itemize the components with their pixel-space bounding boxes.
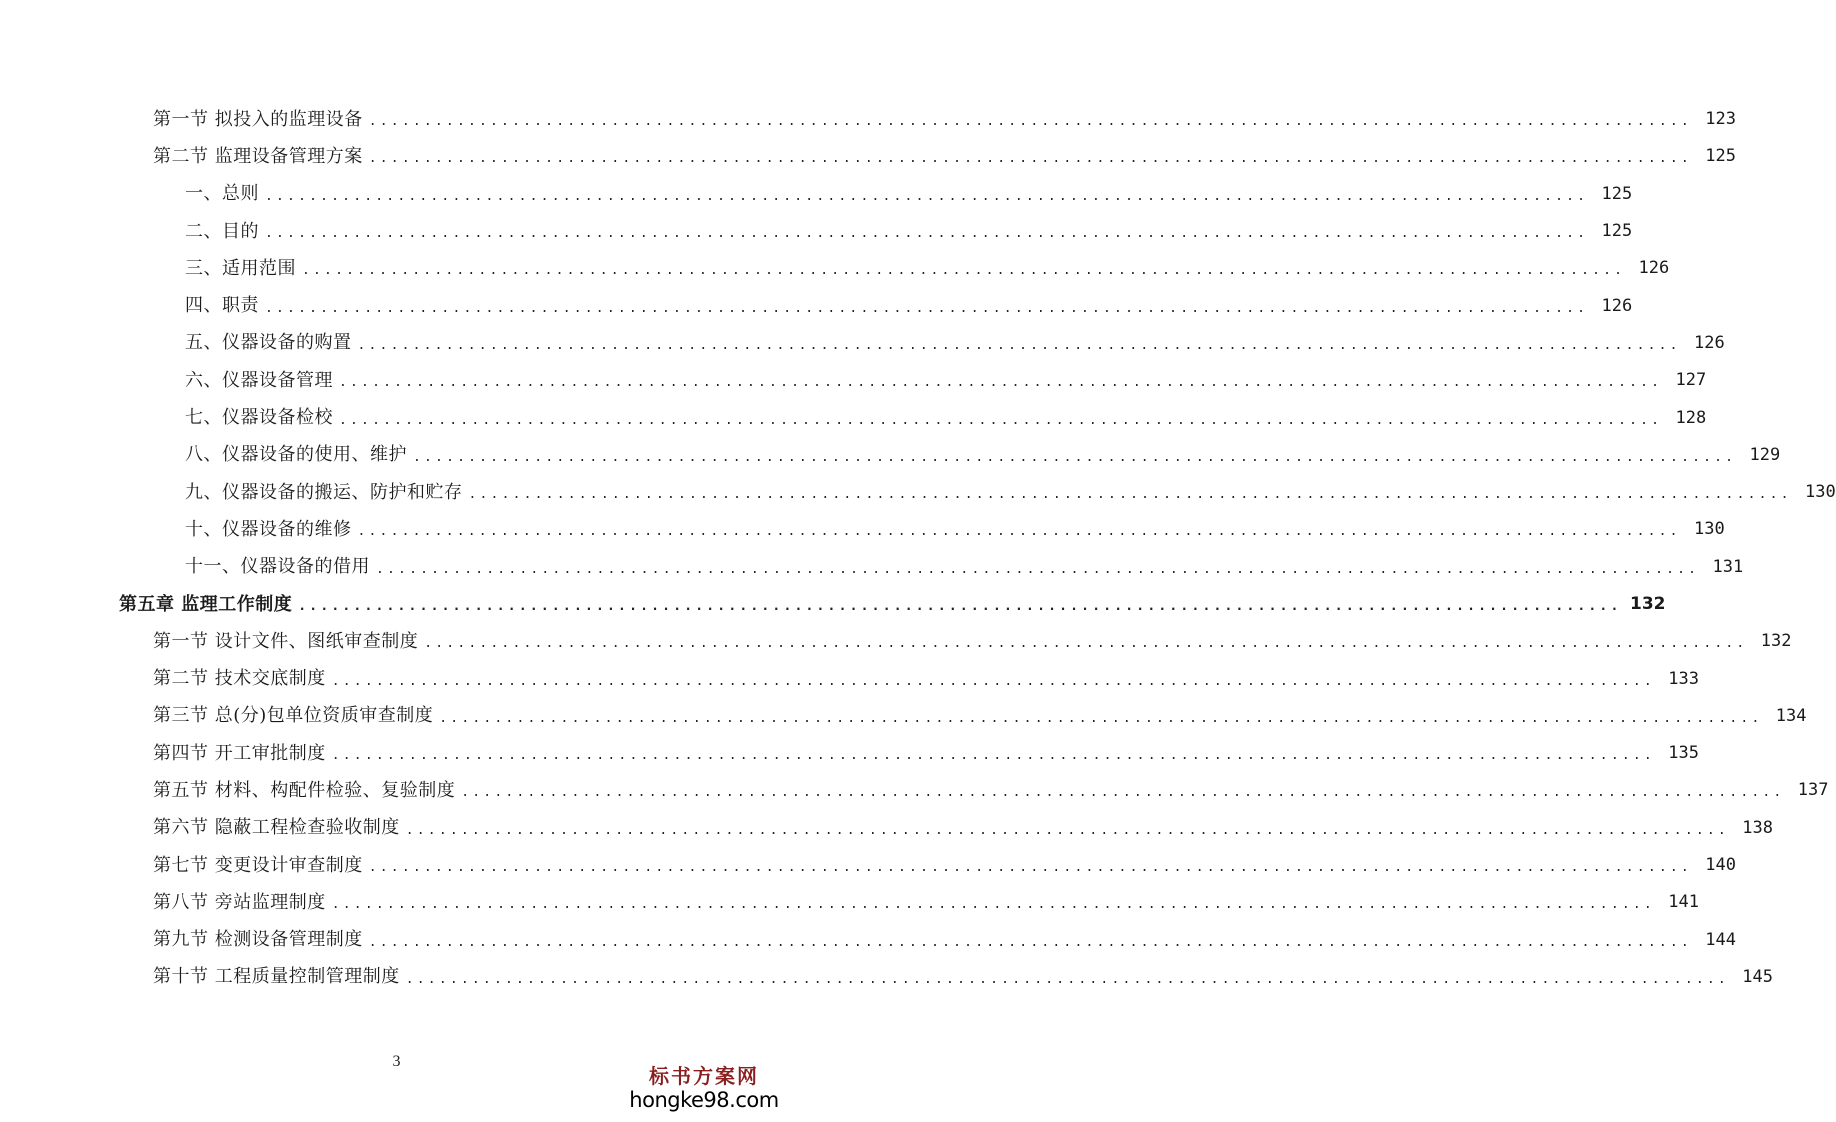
toc-dot-leader: ........................................................................................................................ bbox=[298, 599, 1622, 614]
toc-entry-title: 五、仪器设备的购置 bbox=[185, 332, 352, 354]
watermark-site-name: 标书方案网 bbox=[649, 1064, 759, 1088]
toc-dot-leader: ........................................................................................................................ bbox=[424, 636, 1748, 652]
toc-entry-title: 第六节 隐蔽工程检查验收制度 bbox=[153, 817, 400, 839]
toc-dot-leader: ........................................................................................................................ bbox=[368, 114, 1692, 130]
toc-entry-page: 130 bbox=[1804, 482, 1836, 503]
toc-chapter-entry[interactable] bbox=[0, 586, 1666, 623]
toc-entry-title: 十、仪器设备的维修 bbox=[185, 518, 352, 540]
toc-entry[interactable] bbox=[0, 101, 1736, 138]
toc-entry-page: 141 bbox=[1668, 892, 1699, 913]
toc-entry-page: 138 bbox=[1742, 817, 1773, 838]
toc-entry-title: 第三节 总(分)包单位资质审查制度 bbox=[153, 705, 434, 727]
toc-entry-page: 144 bbox=[1705, 929, 1736, 950]
toc-entry-title: 八、仪器设备的使用、维护 bbox=[185, 444, 407, 466]
toc-dot-leader: ........................................................................................................................ bbox=[357, 524, 1681, 540]
toc-entry[interactable] bbox=[0, 735, 1699, 772]
toc-entry[interactable] bbox=[0, 959, 1773, 996]
toc-dot-leader: ........................................................................................................................ bbox=[331, 897, 1655, 913]
toc-entry-page: 140 bbox=[1705, 855, 1736, 876]
toc-entry-title: 第五节 材料、构配件检验、复验制度 bbox=[153, 779, 456, 801]
toc-entry-title: 三、适用范围 bbox=[185, 257, 296, 279]
toc-entry[interactable] bbox=[0, 511, 1725, 548]
toc-entry-page: 126 bbox=[1693, 332, 1725, 353]
toc-entry-title: 第一节 设计文件、图纸审查制度 bbox=[153, 630, 419, 652]
toc-entry-title: 一、总则 bbox=[185, 183, 259, 205]
toc-entry[interactable] bbox=[0, 250, 1670, 287]
toc-entry[interactable] bbox=[0, 213, 1633, 250]
toc-dot-leader: ........................................................................................................................ bbox=[461, 785, 1785, 801]
toc-dot-leader: ........................................................................................................................ bbox=[302, 263, 1626, 279]
toc-entry-page: 125 bbox=[1705, 146, 1736, 167]
toc-dot-leader: ........................................................................................................................ bbox=[405, 822, 1729, 838]
toc-entry[interactable] bbox=[0, 884, 1699, 921]
toc-entry-title: 七、仪器设备检校 bbox=[185, 407, 333, 429]
toc-dot-leader: ........................................................................................................................ bbox=[405, 971, 1729, 987]
toc-entry[interactable] bbox=[0, 399, 1707, 436]
toc-dot-leader: ........................................................................................................................ bbox=[413, 449, 1737, 465]
toc-dot-leader: ........................................................................................................................ bbox=[368, 860, 1692, 876]
toc-entry-page: 128 bbox=[1675, 407, 1707, 428]
toc-entry-title: 九、仪器设备的搬运、防护和贮存 bbox=[185, 481, 463, 503]
toc-entry-title: 十一、仪器设备的借用 bbox=[185, 556, 370, 578]
toc-entry-page: 137 bbox=[1797, 780, 1829, 801]
toc-entry[interactable] bbox=[0, 623, 1792, 660]
toc-dot-leader: ........................................................................................................................ bbox=[331, 673, 1655, 689]
toc-dot-leader: ........................................................................................................................ bbox=[331, 748, 1655, 764]
table-of-contents bbox=[0, 101, 1836, 996]
toc-entry-title: 第九节 检测设备管理制度 bbox=[153, 929, 363, 951]
toc-entry-page: 134 bbox=[1775, 705, 1807, 726]
toc-entry[interactable] bbox=[0, 810, 1773, 847]
toc-entry-title: 四、职责 bbox=[185, 295, 259, 317]
toc-entry-page: 132 bbox=[1629, 594, 1666, 614]
toc-dot-leader: ........................................................................................................................ bbox=[439, 710, 1763, 726]
toc-entry-page: 130 bbox=[1693, 519, 1725, 540]
toc-dot-leader: ........................................................................................................................ bbox=[265, 226, 1589, 242]
toc-entry-page: 133 bbox=[1668, 668, 1699, 689]
toc-entry[interactable] bbox=[0, 287, 1633, 324]
toc-entry-page: 132 bbox=[1760, 631, 1792, 652]
toc-dot-leader: ........................................................................................................................ bbox=[265, 300, 1589, 316]
toc-entry-page: 126 bbox=[1601, 295, 1633, 316]
toc-dot-leader: ........................................................................................................................ bbox=[376, 561, 1700, 577]
toc-dot-leader: ........................................................................................................................ bbox=[265, 188, 1589, 204]
toc-dot-leader: ........................................................................................................................ bbox=[357, 337, 1681, 353]
toc-entry-title: 第四节 开工审批制度 bbox=[153, 742, 326, 764]
toc-entry-title: 第一节 拟投入的监理设备 bbox=[153, 108, 363, 130]
toc-entry-title: 第八节 旁站监理制度 bbox=[153, 891, 326, 913]
toc-entry[interactable] bbox=[0, 362, 1707, 399]
toc-dot-leader: ........................................................................................................................ bbox=[339, 375, 1663, 391]
toc-entry-title: 第十节 工程质量控制管理制度 bbox=[153, 966, 400, 988]
toc-dot-leader: ........................................................................................................................ bbox=[368, 151, 1692, 167]
toc-entry-page: 125 bbox=[1601, 221, 1633, 242]
toc-entry-page: 135 bbox=[1668, 743, 1699, 764]
toc-entry-title: 第二节 监理设备管理方案 bbox=[153, 145, 363, 167]
toc-entry[interactable] bbox=[0, 325, 1725, 362]
watermark-url: hongke98.com bbox=[629, 1088, 779, 1112]
toc-entry[interactable] bbox=[0, 437, 1781, 474]
toc-dot-leader: ........................................................................................................................ bbox=[368, 934, 1692, 950]
toc-entry[interactable] bbox=[0, 660, 1699, 697]
toc-entry-page: 131 bbox=[1712, 556, 1744, 577]
toc-entry-title: 第二节 技术交底制度 bbox=[153, 668, 326, 690]
toc-entry-title: 六、仪器设备管理 bbox=[185, 369, 333, 391]
toc-entry[interactable] bbox=[0, 176, 1633, 213]
toc-entry-title: 第七节 变更设计审查制度 bbox=[153, 854, 363, 876]
toc-entry-page: 129 bbox=[1749, 444, 1781, 465]
toc-entry-page: 125 bbox=[1601, 183, 1633, 204]
toc-entry[interactable] bbox=[0, 772, 1829, 809]
toc-entry[interactable] bbox=[0, 138, 1736, 175]
toc-entry-page: 123 bbox=[1705, 109, 1736, 130]
toc-entry[interactable] bbox=[0, 474, 1836, 511]
toc-entry-title: 第五章 监理工作制度 bbox=[119, 593, 293, 615]
toc-entry[interactable] bbox=[0, 922, 1736, 959]
toc-entry-title: 二、目的 bbox=[185, 220, 259, 242]
page-number: 3 bbox=[392, 1053, 401, 1070]
toc-entry[interactable] bbox=[0, 698, 1807, 735]
toc-entry-page: 127 bbox=[1675, 370, 1707, 391]
toc-entry-page: 126 bbox=[1638, 258, 1670, 279]
toc-entry-page: 145 bbox=[1742, 966, 1773, 987]
toc-entry[interactable] bbox=[0, 549, 1744, 586]
toc-dot-leader: ........................................................................................................................ bbox=[339, 412, 1663, 428]
toc-dot-leader: ........................................................................................................................ bbox=[468, 487, 1792, 503]
watermark-logo bbox=[629, 1064, 779, 1112]
toc-entry[interactable] bbox=[0, 847, 1736, 884]
